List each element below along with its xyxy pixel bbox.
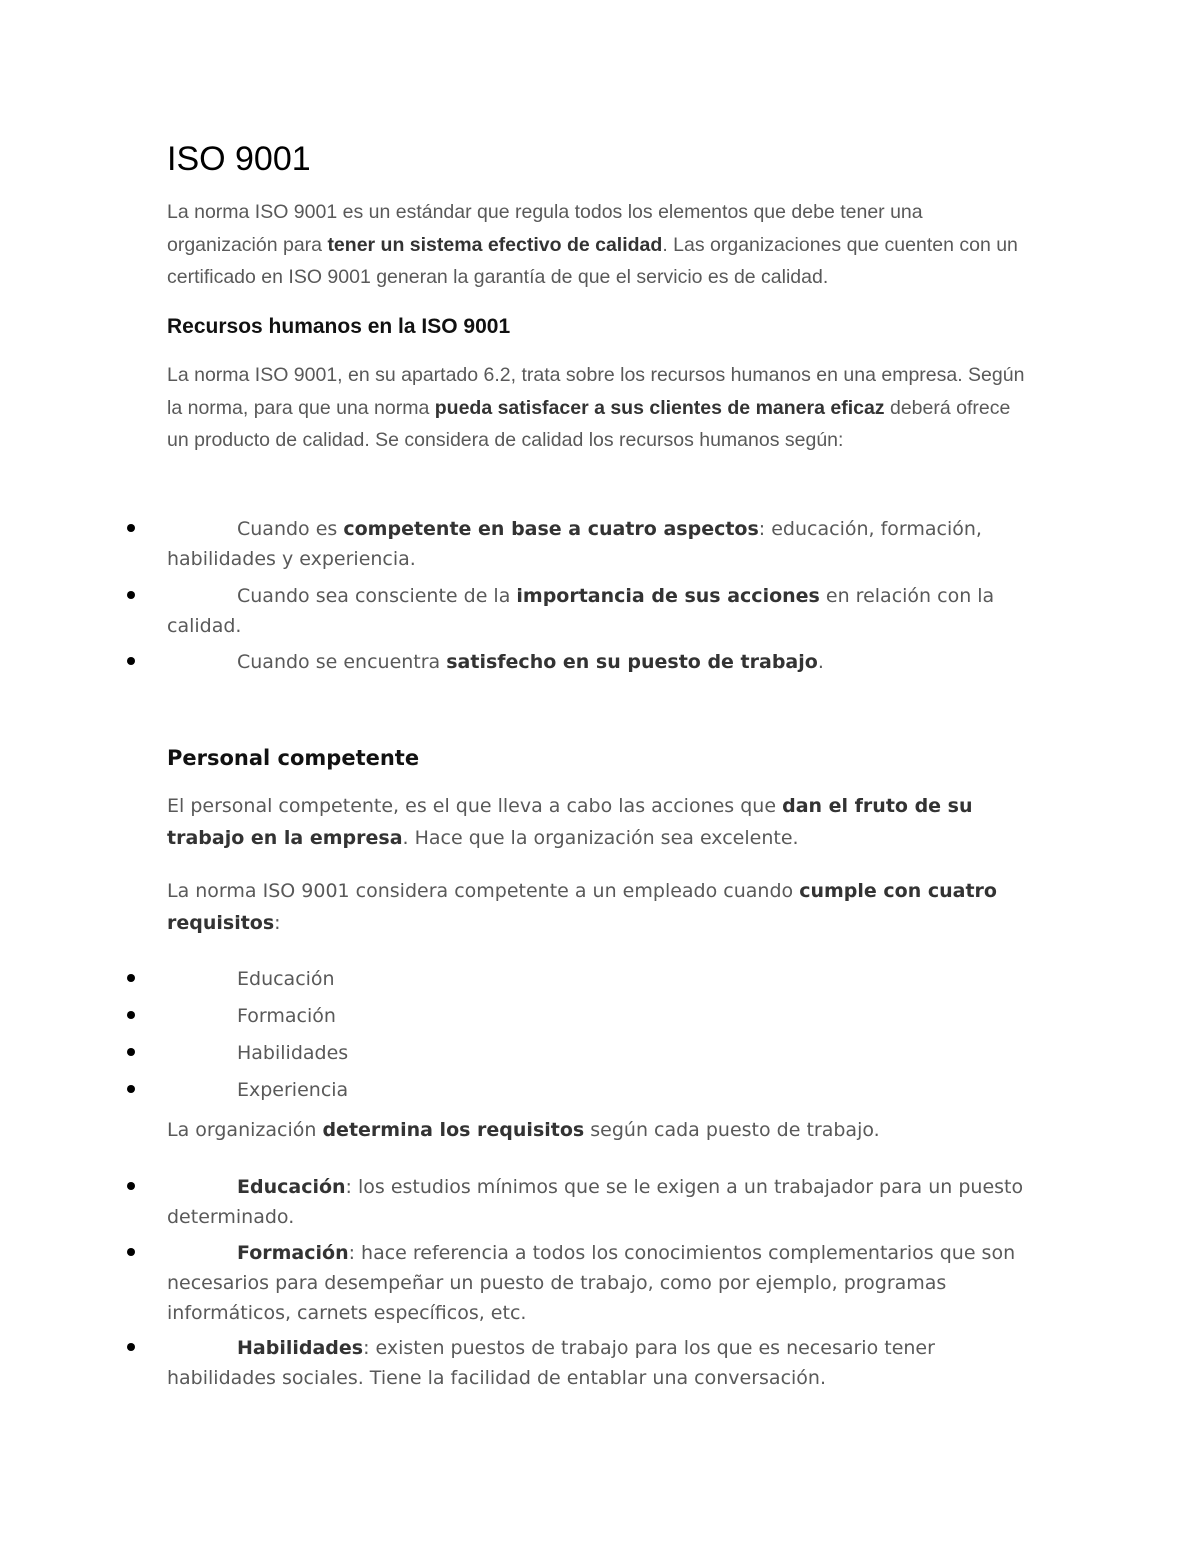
recursos-paragraph bbox=[167, 359, 1027, 457]
list-item bbox=[167, 1172, 1047, 1232]
section-heading-personal: Personal competente bbox=[167, 746, 420, 770]
intro-text: La norma ISO 9001 es un estándar que regula todos los elementos que debe tener una organización para bbox=[167, 201, 923, 256]
determina-paragraph bbox=[167, 1114, 1047, 1146]
definition-term: Formación bbox=[237, 1242, 349, 1264]
document-title: ISO 9001 bbox=[167, 140, 311, 178]
requisitos-text: La norma ISO 9001 considera competente a un empleado cuando bbox=[167, 880, 800, 902]
list-item-bold: competente en base a cuatro aspectos bbox=[343, 518, 759, 540]
bullet-icon bbox=[127, 1011, 135, 1019]
determina-text: La organización bbox=[167, 1119, 323, 1141]
list-item bbox=[167, 964, 1047, 994]
recursos-text: La norma ISO 9001, en su apartado 6.2, trata sobre los recursos humanos en una empresa. Según la norma, para que una norma bbox=[167, 364, 1025, 419]
determina-text-end: según cada puesto de trabajo. bbox=[584, 1119, 880, 1141]
recursos-text-end: deberá ofrece un producto de calidad. Se considera de calidad los recursos humanos según: bbox=[167, 396, 1011, 451]
section-heading-recursos: Recursos humanos en la ISO 9001 bbox=[167, 315, 511, 338]
personal-bold: dan el fruto de su trabajo en la empresa bbox=[167, 795, 973, 849]
bullet-icon bbox=[127, 974, 135, 982]
list-item-text-end: . bbox=[817, 651, 824, 673]
list-item bbox=[167, 647, 1047, 677]
list-item-bold: satisfecho en su puesto de trabajo bbox=[446, 651, 818, 673]
list-item-text-end: en relación con la calidad. bbox=[167, 585, 995, 637]
recursos-bold: pueda satisfacer a sus clientes de manera eficaz bbox=[434, 396, 885, 419]
requisitos-paragraph bbox=[167, 875, 1047, 939]
personal-text-end: . Hace que la organización sea excelente. bbox=[402, 827, 799, 849]
list-item bbox=[167, 1075, 1047, 1105]
personal-text: El personal competente, es el que lleva a cabo las acciones que bbox=[167, 795, 783, 817]
list-item bbox=[167, 514, 1047, 574]
list-item-text: Cuando se encuentra bbox=[237, 651, 447, 673]
requirement-label: Educación bbox=[237, 968, 335, 990]
definition-term: Educación bbox=[237, 1176, 346, 1198]
definition-text: : los estudios mínimos que se le exigen a un trabajador para un puesto determinado. bbox=[167, 1176, 1024, 1228]
list-item bbox=[167, 581, 1047, 641]
list-item-bold: importancia de sus acciones bbox=[516, 585, 820, 607]
definition-term: Habilidades bbox=[237, 1337, 364, 1359]
intro-text-end: . Las organizaciones que cuenten con un certificado en ISO 9001 generan la garantía de que el servicio es de calidad. bbox=[167, 233, 1018, 288]
definition-text: : existen puestos de trabajo para los que es necesario tener habilidades sociales. Tiene la facilidad de entablar una conversación. bbox=[167, 1337, 935, 1389]
list-item bbox=[167, 1038, 1047, 1068]
requisitos-bold: cumple con cuatro requisitos bbox=[167, 880, 997, 934]
bullet-icon bbox=[127, 1343, 135, 1351]
requirement-label: Experiencia bbox=[237, 1079, 349, 1101]
intro-paragraph bbox=[167, 196, 1027, 294]
definition-text: : hace referencia a todos los conocimientos complementarios que son necesarios para desempeñar un puesto de trabajo, como por ejemplo, programas informáticos, carnets específicos, etc. bbox=[167, 1242, 1016, 1324]
requirement-label: Formación bbox=[237, 1005, 336, 1027]
list-item bbox=[167, 1333, 1047, 1393]
bullet-icon bbox=[127, 1248, 135, 1256]
determina-bold: determina los requisitos bbox=[322, 1119, 585, 1141]
intro-bold: tener un sistema efectivo de calidad bbox=[327, 233, 663, 256]
list-item bbox=[167, 1238, 1047, 1328]
list-item bbox=[167, 1001, 1047, 1031]
bullet-icon bbox=[127, 657, 135, 665]
bullet-icon bbox=[127, 1085, 135, 1093]
bullet-icon bbox=[127, 524, 135, 532]
bullet-icon bbox=[127, 1182, 135, 1190]
bullet-icon bbox=[127, 1048, 135, 1056]
requirement-label: Habilidades bbox=[237, 1042, 349, 1064]
list-item-text: Cuando es bbox=[237, 518, 344, 540]
list-item-text-end: : educación, formación, habilidades y experiencia. bbox=[167, 518, 982, 570]
personal-paragraph bbox=[167, 790, 1047, 854]
bullet-icon bbox=[127, 591, 135, 599]
list-item-text: Cuando sea consciente de la bbox=[237, 585, 517, 607]
requisitos-text-end: : bbox=[274, 912, 281, 934]
